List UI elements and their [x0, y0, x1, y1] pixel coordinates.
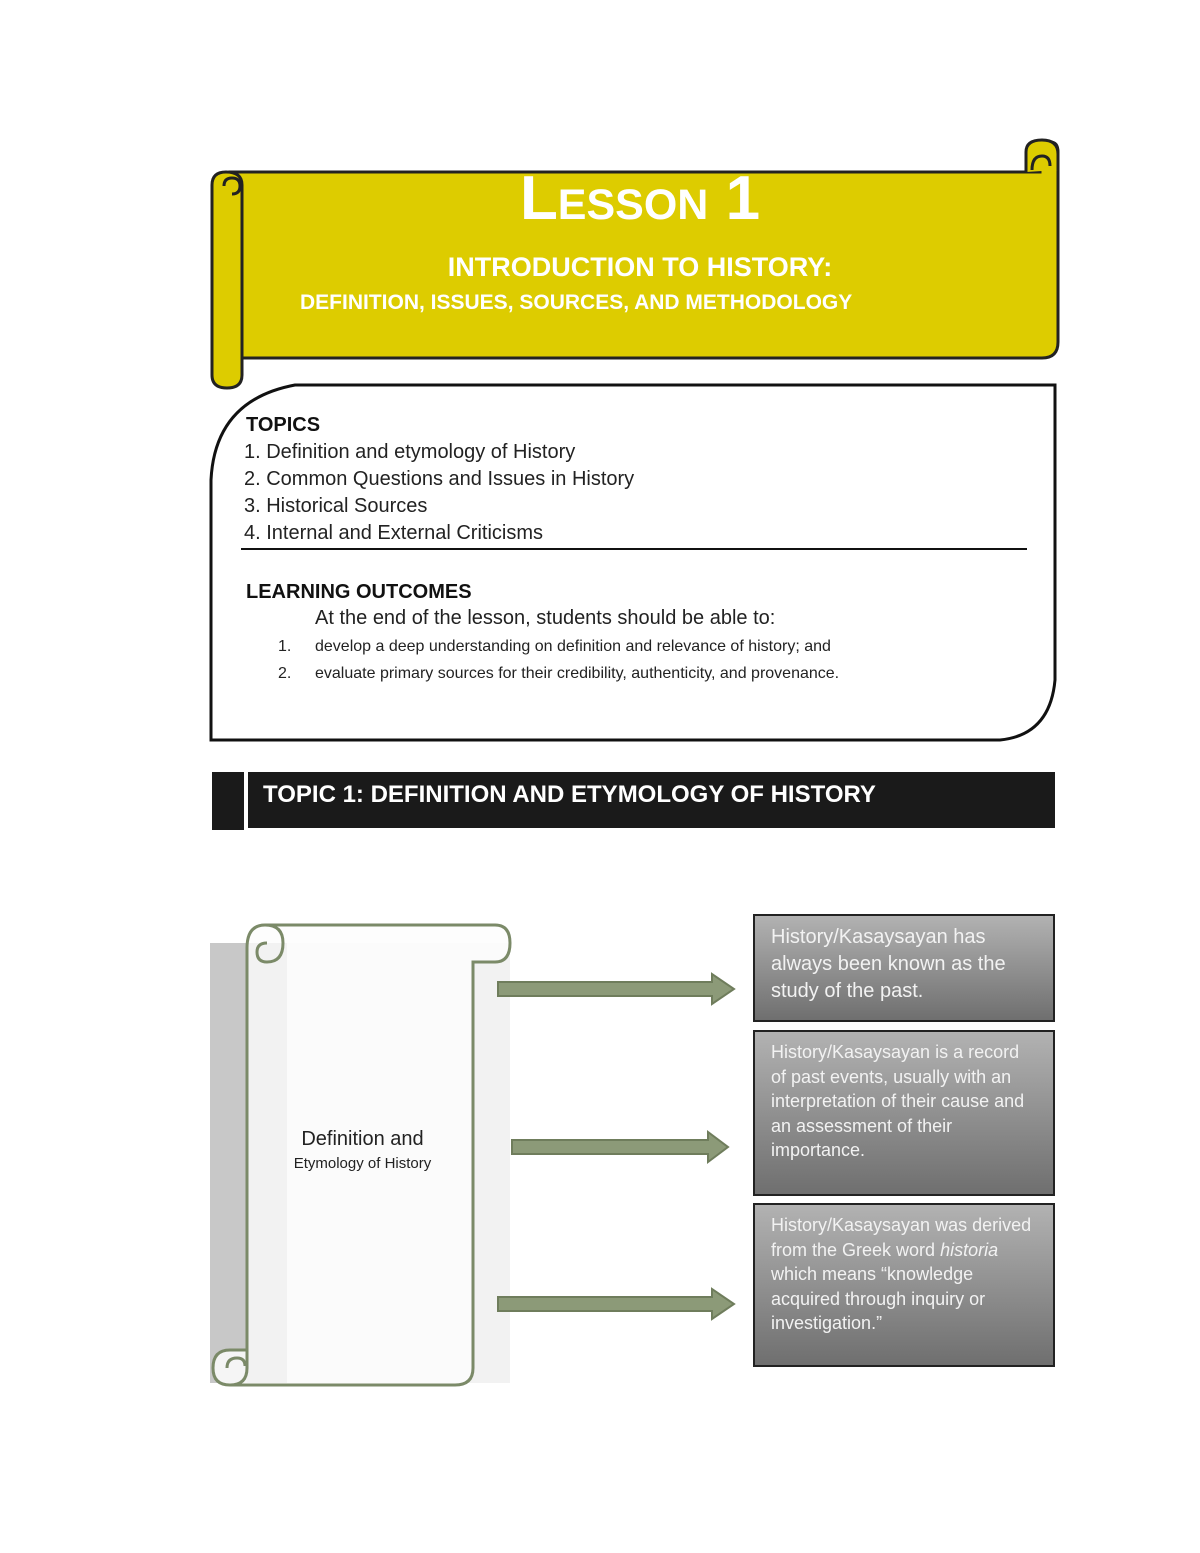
topic-item: 4. Internal and External Criticisms — [244, 522, 544, 544]
lesson-subtitle: INTRODUCTION TO HISTORY: — [447, 252, 833, 282]
learning-outcomes-heading: LEARNING OUTCOMES — [246, 581, 472, 603]
topic-bar-accent — [212, 772, 244, 830]
topic-item: 3. Historical Sources — [244, 495, 428, 517]
arrow-2 — [512, 1132, 728, 1162]
definition-text-1: History/Kasaysayan has always been known as the study of the past. — [771, 926, 1006, 1002]
arrow-1 — [498, 974, 734, 1004]
section-divider — [241, 548, 1027, 550]
learning-outcomes-intro: At the end of the lesson, students should be able to: — [315, 607, 776, 629]
definition-box-1 — [753, 914, 1055, 1022]
lesson-subtitle-2: DEFINITION, ISSUES, SOURCES, AND METHODOLOGY — [300, 291, 853, 314]
definition-box-3 — [753, 1203, 1055, 1367]
topics-box-frame — [205, 380, 1065, 750]
arrow-3 — [498, 1289, 734, 1319]
outcome-text: develop a deep understanding on definition and relevance of history; and — [315, 638, 831, 655]
definition-text-2: History/Kasaysayan is a record of past events, usually with an interpretation of their cause and an assessment of their importance. — [771, 1042, 1025, 1161]
center-label-line-2: Etymology of History — [293, 1155, 432, 1172]
center-label-line-1: Definition and — [301, 1128, 424, 1150]
definition-text-3-pre: History/Kasaysayan was derived from the Greek word — [771, 1215, 1032, 1260]
outcome-number: 1. — [278, 638, 292, 655]
diagram-arrows — [490, 960, 750, 1340]
diagram-center-label — [280, 1128, 445, 1172]
topic-item: 2. Common Questions and Issues in History — [244, 468, 635, 490]
definition-box-2 — [753, 1030, 1055, 1196]
outcome-text: evaluate primary sources for their credibility, authenticity, and provenance. — [315, 665, 840, 682]
definition-text-3-italic: historia — [940, 1239, 999, 1260]
topic-1-heading: TOPIC 1: DEFINITION AND ETYMOLOGY OF HISTORY — [263, 781, 876, 808]
topic-item: 1. Definition and etymology of History — [244, 441, 576, 463]
definition-text-3-post: which means “knowledge acquired through inquiry or investigation.” — [771, 1264, 986, 1334]
outcome-number: 2. — [278, 665, 292, 682]
topics-heading: TOPICS — [246, 414, 321, 436]
lesson-title: Lesson 1 — [519, 164, 761, 233]
